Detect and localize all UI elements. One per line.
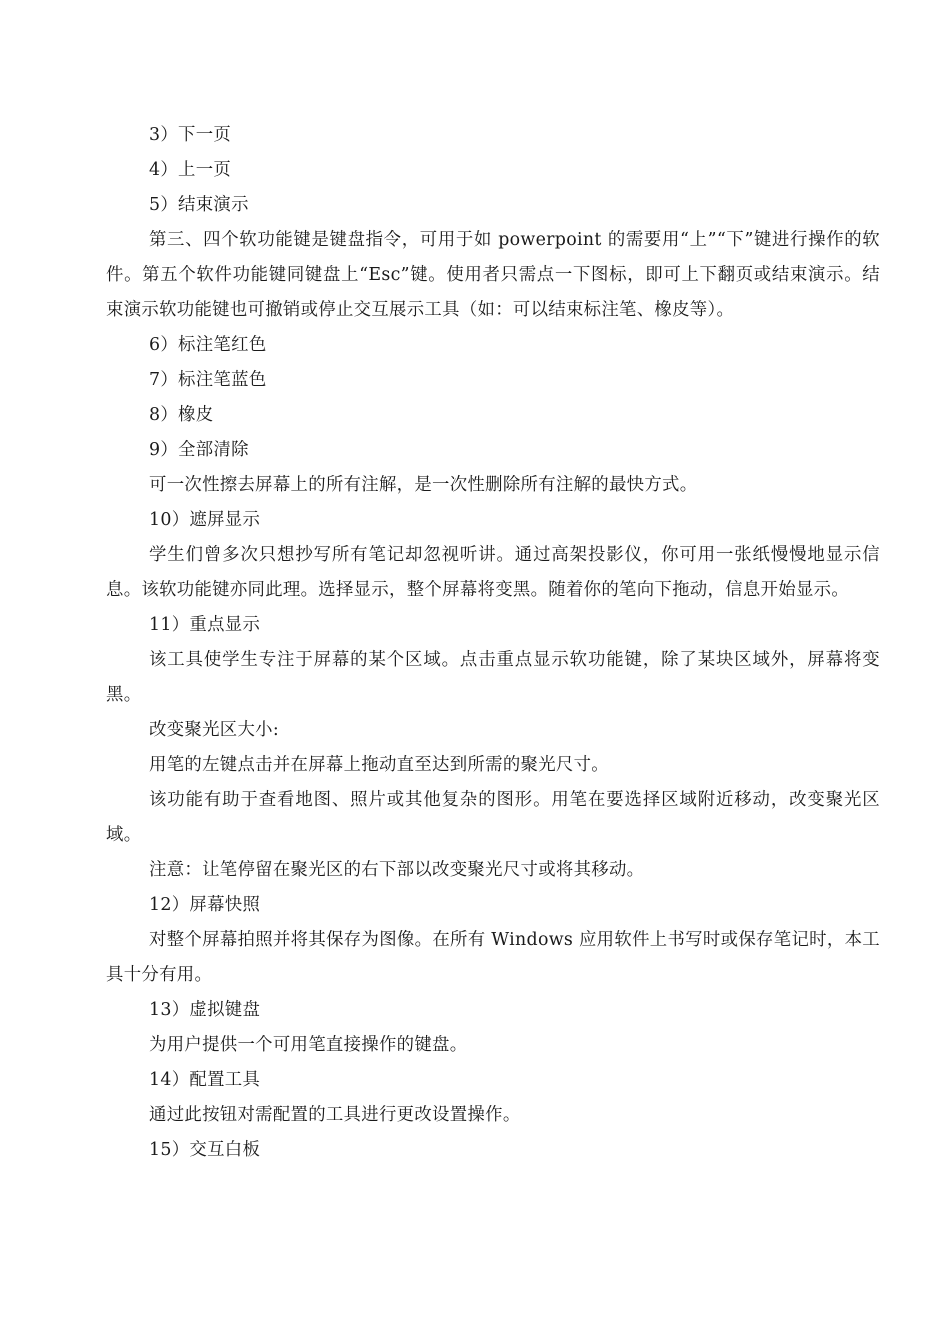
list-item-interactive-whiteboard: 15）交互白板 (149, 1140, 261, 1160)
list-item-screen-shade: 10）遮屏显示 (149, 510, 261, 530)
list-item-previous-page: 4）上一页 (149, 160, 232, 180)
paragraph-resize-spotlight-heading: 改变聚光区大小: (149, 720, 279, 740)
paragraph-virtual-keyboard-description: 为用户提供一个可用笔直接操作的键盘。 (149, 1035, 468, 1055)
paragraph-resize-spotlight-steps: 用笔的左键点击并在屏幕上拖动直至达到所需的聚光尺寸。 (149, 755, 609, 775)
list-item-configuration-tool: 14）配置工具 (149, 1070, 261, 1090)
paragraph-clear-all-description: 可一次性擦去屏幕上的所有注解，是一次性删除所有注解的最快方式。 (149, 475, 698, 495)
paragraph-spotlight-note: 注意：让笔停留在聚光区的右下部以改变聚光尺寸或将其移动。 (149, 860, 645, 880)
paragraph-soft-keys-description: 第三、四个软功能键是键盘指令，可用于如 powerpoint 的需要用“上”“下”键进行操作的软件。第五个软件功能键同键盘上“Esc”键。使用者只需点一下图标，即可上下翻页或结束演示。结束演示软功能键也可撤销或停止交互展示工具（如：可以结束标注笔、橡皮等）。 (106, 230, 880, 320)
list-item-clear-all: 9）全部清除 (149, 440, 249, 460)
list-item-spotlight: 11）重点显示 (149, 615, 261, 635)
document-body (106, 118, 880, 1168)
list-item-blue-marker: 7）标注笔蓝色 (149, 370, 267, 390)
paragraph-screen-capture-description: 对整个屏幕拍照并将其保存为图像。在所有 Windows 应用软件上书写时或保存笔记时，本工具十分有用。 (106, 930, 880, 985)
list-item-virtual-keyboard: 13）虚拟键盘 (149, 1000, 261, 1020)
list-item-next-page: 3）下一页 (149, 125, 232, 145)
list-item-red-marker: 6）标注笔红色 (149, 335, 267, 355)
paragraph-screen-shade-description: 学生们曾多次只想抄写所有笔记却忽视听讲。通过高架投影仪，你可用一张纸慢慢地显示信息。该软功能键亦同此理。选择显示，整个屏幕将变黑。随着你的笔向下拖动，信息开始显示。 (106, 545, 880, 600)
paragraph-spotlight-usage: 该功能有助于查看地图、照片或其他复杂的图形。用笔在要选择区域附近移动，改变聚光区域。 (106, 790, 880, 845)
list-item-eraser: 8）橡皮 (149, 405, 214, 425)
paragraph-configuration-tool-description: 通过此按钮对需配置的工具进行更改设置操作。 (149, 1105, 521, 1125)
paragraph-spotlight-description: 该工具使学生专注于屏幕的某个区域。点击重点显示软功能键，除了某块区域外，屏幕将变黑。 (106, 650, 880, 705)
list-item-end-presentation: 5）结束演示 (149, 195, 249, 215)
list-item-screen-capture: 12）屏幕快照 (149, 895, 261, 915)
